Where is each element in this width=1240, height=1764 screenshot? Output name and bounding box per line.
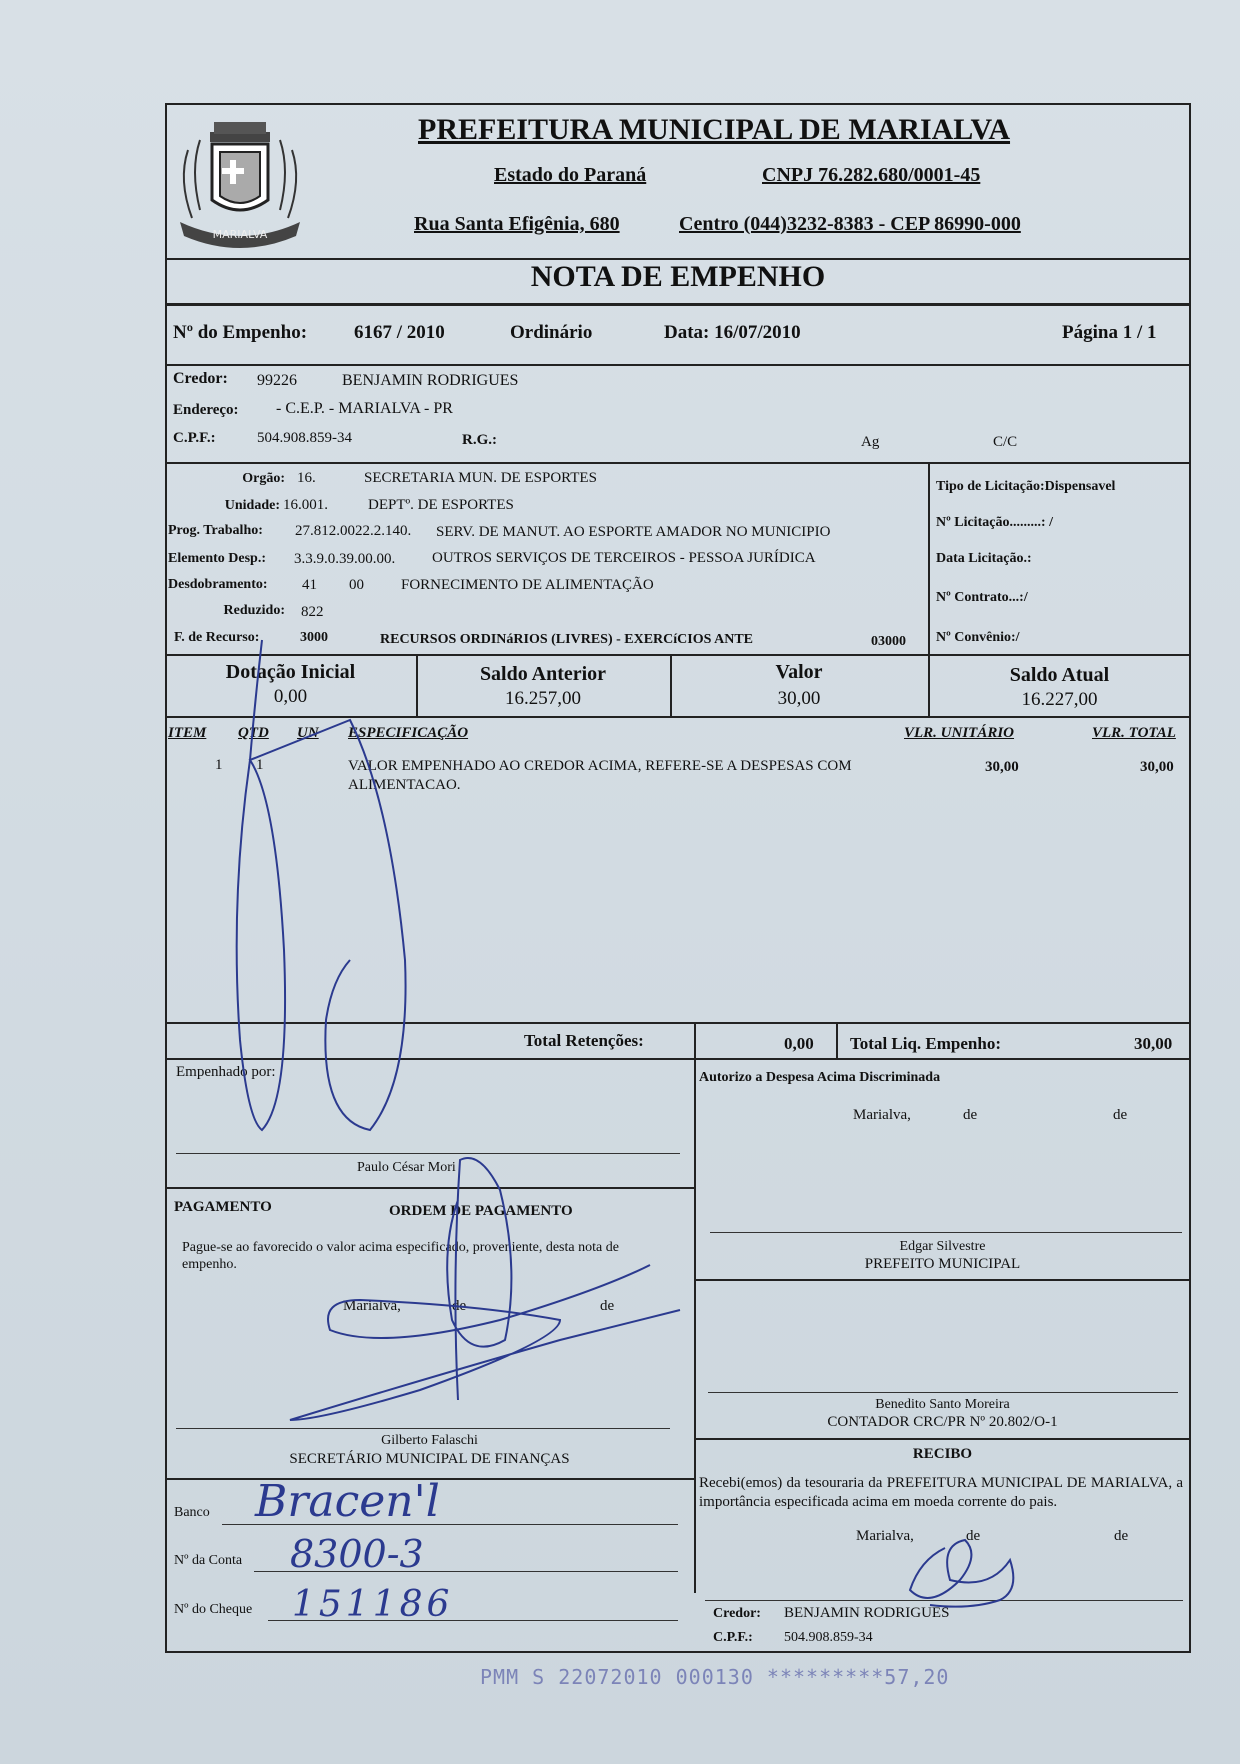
banco-label: Banco (174, 1505, 210, 1520)
item-number: 1 (215, 757, 223, 773)
page-number: Página 1 / 1 (1062, 322, 1157, 343)
desdobramento-code: 41 (302, 577, 317, 593)
address-label: Rua Santa Efigênia, 680 (414, 213, 620, 235)
elemento-label: Elemento Desp.: (168, 551, 266, 566)
recurso-label: F. de Recurso: (174, 630, 260, 645)
autorizo-de1: de (963, 1107, 978, 1123)
municipality-title: PREFEITURA MUNICIPAL DE MARIALVA (418, 113, 1011, 146)
signature-stroke-3 (290, 1265, 680, 1420)
credor-address: - C.E.P. - MARIALVA - PR (276, 400, 453, 417)
orgao-label: Orgão: (242, 471, 285, 486)
licitacao-tipo: Tipo de Licitação:Dispensavel (936, 479, 1116, 494)
col-qtd: QTD (238, 725, 269, 741)
total-retencoes-label: Total Retenções: (524, 1031, 644, 1050)
cpf-label: C.P.F.: (173, 430, 216, 446)
autorizo-label: Autorizo a Despesa Acima Discriminada (699, 1070, 941, 1085)
licitacao-numero: Nº Licitação.........: / (936, 515, 1053, 530)
contador-name: Benedito Santo Moreira (875, 1397, 1010, 1412)
orgao-code: 16. (297, 470, 316, 486)
pagamento-de1: de (452, 1298, 467, 1314)
desdobramento-label: Desdobramento: (168, 577, 268, 592)
dotacao-inicial-label: Dotação Inicial (225, 661, 356, 683)
recibo-cpf-value: 504.908.859-34 (784, 1630, 873, 1645)
conta-value: 8300-3 (290, 1532, 424, 1576)
cheque-label: Nº do Cheque (174, 1602, 253, 1617)
recibo-credor-value: BENJAMIN RODRIGUES (784, 1605, 950, 1621)
pagamento-text: Pague-se ao favorecido o valor acima especificado, proveniente, desta nota de empenho. (182, 1240, 619, 1272)
recibo-de1: de (966, 1528, 981, 1544)
elemento-desc: OUTROS SERVIÇOS DE TERCEIROS - PESSOA JURÍDICA (432, 550, 816, 566)
saldo-atual-label: Saldo Atual (1009, 664, 1110, 686)
recibo-credor-label: Credor: (713, 1606, 761, 1621)
cheque-value: 151186 (292, 1584, 454, 1625)
credor-label: Credor: (173, 370, 228, 387)
contador-role: CONTADOR CRC/PR Nº 20.802/O-1 (827, 1414, 1058, 1430)
elemento-code: 3.3.9.0.39.00.00. (294, 551, 396, 567)
signature-stroke-1 (237, 640, 406, 1130)
recurso-code2: 03000 (871, 634, 906, 649)
item-qtd: 1 (256, 757, 264, 773)
saldo-atual-value: 16.227,00 (1021, 689, 1098, 710)
orgao-desc: SECRETARIA MUN. DE ESPORTES (364, 470, 597, 486)
item-spec: VALOR EMPENHADO AO CREDOR ACIMA, REFERE-SE A DESPESAS COM ALIMENTACAO. (348, 758, 852, 793)
prog-code: 27.812.0022.2.140. (295, 523, 412, 539)
credor-name: BENJAMIN RODRIGUES (342, 372, 519, 389)
unidade-label: Unidade: (224, 498, 280, 513)
dotacao-inicial-value: 0,00 (273, 686, 308, 707)
autorizo-de2: de (1113, 1107, 1128, 1123)
cc-label: C/C (993, 434, 1018, 450)
empenhado-signer: Paulo César Mori (357, 1160, 456, 1175)
signature-stroke-4 (910, 1540, 1013, 1607)
empenhado-por-label: Empenhado por: (176, 1064, 276, 1080)
credor-cpf: 504.908.859-34 (257, 430, 352, 446)
prefeito-role: PREFEITO MUNICIPAL (864, 1256, 1021, 1272)
item-total-value: 30,00 (1140, 759, 1174, 775)
seal-text: MARIALVA (212, 228, 268, 241)
recibo-de2: de (1114, 1528, 1129, 1544)
district-phone-label: Centro (044)3232-8383 - CEP 86990-000 (679, 213, 1021, 235)
recibo-city: Marialva, (856, 1528, 914, 1544)
reduzido-label: Reduzido: (223, 603, 285, 618)
state-label: Estado do Paraná (494, 164, 647, 186)
ag-label: Ag (861, 434, 880, 450)
convenio-numero: Nº Convênio:/ (936, 630, 1020, 645)
reduzido-value: 822 (301, 604, 324, 620)
empenho-number: 6167 / 2010 (354, 322, 445, 343)
total-retencoes-value: 0,00 (784, 1034, 814, 1053)
total-liq-value: 30,00 (1134, 1034, 1173, 1053)
col-especificacao: ESPECIFICAÇÃO (348, 725, 469, 741)
rg-label: R.G.: (462, 432, 497, 448)
secretario-name: Gilberto Falaschi (381, 1433, 478, 1448)
empenho-date: Data: 16/07/2010 (664, 322, 801, 343)
pagamento-label: PAGAMENTO (174, 1199, 272, 1215)
valor-label: Valor (775, 661, 823, 683)
unidade-code: 16.001. (283, 497, 328, 513)
autorizo-city: Marialva, (853, 1107, 911, 1123)
credor-code: 99226 (257, 372, 297, 389)
banco-value: Bracen'l (255, 1476, 440, 1527)
total-liq-label: Total Liq. Empenho: (850, 1034, 1001, 1053)
unidade-desc: DEPTº. DE ESPORTES (368, 497, 514, 513)
document-title: NOTA DE EMPENHO (530, 260, 826, 293)
saldo-anterior-label: Saldo Anterior (479, 663, 607, 685)
empenho-number-label: Nº do Empenho: (173, 322, 308, 343)
recurso-code: 3000 (300, 630, 328, 645)
licitacao-data: Data Licitação.: (936, 551, 1032, 566)
recibo-cpf-label: C.P.F.: (713, 1630, 753, 1645)
col-un: UN (297, 725, 319, 741)
recibo-text: Recebi(emos) da tesouraria da PREFEITURA MUNICIPAL DE MARIALVA, a importância especificada acima em moeda corrente do pais. (699, 1475, 1183, 1510)
saldo-anterior-value: 16.257,00 (505, 688, 581, 709)
pagamento-de2: de (600, 1298, 615, 1314)
prefeito-name: Edgar Silvestre (899, 1239, 986, 1254)
prog-desc: SERV. DE MANUT. AO ESPORTE AMADOR NO MUNICIPIO (436, 524, 831, 540)
col-item: ITEM (168, 725, 207, 741)
secretario-role: SECRETÁRIO MUNICIPAL DE FINANÇAS (289, 1451, 570, 1467)
address-field-label: Endereço: (173, 402, 239, 418)
desdobramento-desc: FORNECIMENTO DE ALIMENTAÇÃO (401, 577, 654, 593)
prog-label: Prog. Trabalho: (168, 523, 263, 538)
valor-value: 30,00 (777, 688, 821, 709)
desdobramento-sub: 00 (349, 577, 364, 593)
recurso-desc: RECURSOS ORDINáRIOS (LIVRES) - EXERCíCIOS ANTE (380, 632, 754, 647)
recibo-title: RECIBO (912, 1446, 973, 1462)
col-vlr-total: VLR. TOTAL (1092, 725, 1176, 741)
machine-stamp: PMM S 22072010 000130 *********57,20 (480, 1665, 950, 1689)
col-vlr-unitario: VLR. UNITÁRIO (904, 725, 1015, 741)
conta-label: Nº da Conta (174, 1553, 243, 1568)
ordem-pagamento-label: ORDEM DE PAGAMENTO (389, 1203, 573, 1219)
pagamento-city: Marialva, (343, 1298, 401, 1314)
empenho-type: Ordinário (510, 322, 593, 343)
cnpj-label: CNPJ 76.282.680/0001-45 (762, 164, 981, 186)
item-unit-value: 30,00 (985, 759, 1019, 775)
contrato-numero: Nº Contrato...:/ (936, 590, 1028, 605)
